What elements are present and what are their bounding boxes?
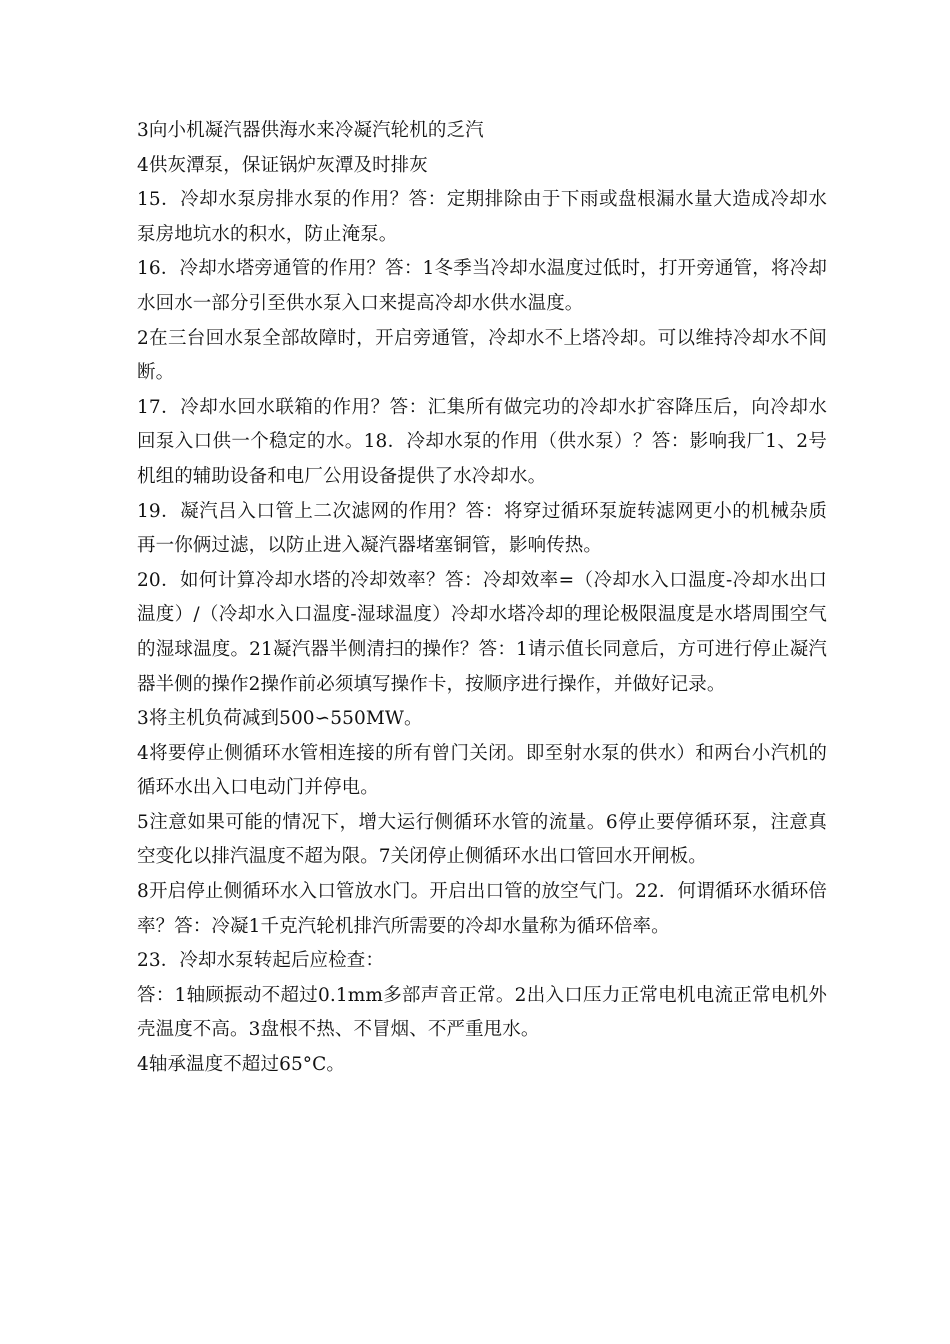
paragraph: 20．如何计算冷却水塔的冷却效率？答：冷却效率=（冷却水入口温度-冷却水出口温度）/（冷却水入口温度-湿球温度）冷却水塔冷却的理论极限温度是水塔周围空气的湿球温度。21凝汽器半侧清扫的操作？答：1请示值长同意后，方可进行停止凝汽器半侧的操作2操作前必须填写操作卡，按顺序进行操作，并做好记录。 [137,569,827,695]
paragraph: 3向小机凝汽器供海水来冷凝汽轮机的乏汽 [137,120,484,141]
paragraph: 4供灰潭泵，保证锅炉灰潭及时排灰 [137,154,428,176]
paragraph: 3将主机负荷减到500∽550MW。 [137,708,423,730]
document-body [137,114,827,1083]
paragraph: 4轴承温度不超过65°C。 [137,1054,346,1076]
paragraph: 4将要停止侧循环水管相连接的所有曾门关闭。即至射水泵的供水）和两台小汽机的循环水出入口电动门并停电。 [137,742,827,799]
paragraph: 17．冷却水回水联箱的作用？答：汇集所有做完功的冷却水扩容降压后，向冷却水回泵入口供一个稳定的水。18．冷却水泵的作用（供水泵）？答：影响我厂1、2号机组的辅助设备和电厂公用设备提供了水冷却水。 [137,396,827,487]
paragraph: 23．冷却水泵转起后应检查： [137,950,384,972]
paragraph: 19．凝汽吕入口管上二次滤网的作用？答：将穿过循环泵旋转滤网更小的机械杂质再一你俩过滤，以防止进入凝汽器堵塞铜管，影响传热。 [137,500,827,557]
paragraph: 答：1轴顾振动不超过0.1mm多部声音正常。2出入口压力正常电机电流正常电机外壳温度不高。3盘根不热、不冒烟、不严重甩水。 [137,984,827,1041]
paragraph: 16．冷却水塔旁通管的作用？答：1冬季当冷却水温度过低时，打开旁通管，将冷却水回水一部分引至供水泵入口来提高冷却水供水温度。 [137,258,827,314]
paragraph: 8开启停止侧循环水入口管放水门。开启出口管的放空气门。22．何谓循环水循环倍率？答：冷凝1千克汽轮机排汽所需要的冷却水量称为循环倍率。 [137,881,827,937]
paragraph: 2在三台回水泵全部故障时，开启旁通管，冷却水不上塔冷却。可以维持冷却水不间断。 [137,327,827,384]
paragraph: 5注意如果可能的情况下，增大运行侧循环水管的流量。6停止要停循环泵，注意真空变化以排汽温度不超为限。7关闭停止侧循环水出口管回水开闸板。 [137,811,827,868]
paragraph: 15．冷却水泵房排水泵的作用？答：定期排除由于下雨或盘根漏水量大造成冷却水泵房地坑水的积水，防止淹泵。 [137,189,827,245]
